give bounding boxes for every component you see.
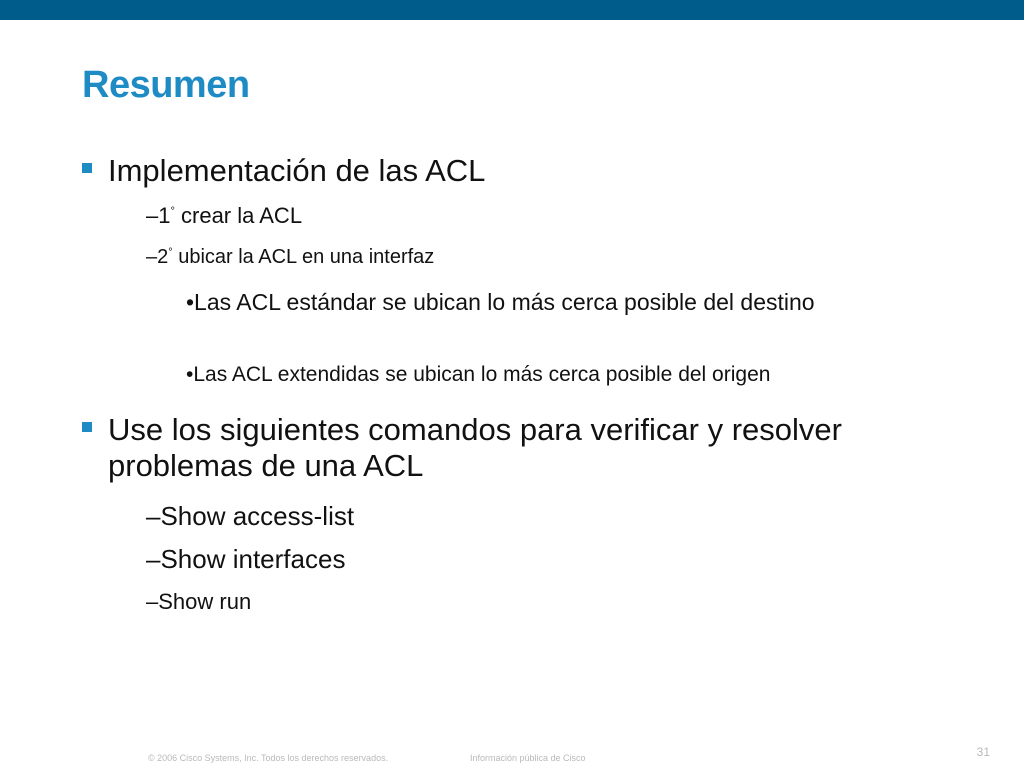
point-extended-acl: •Las ACL extendidas se ubican lo más cerca posible del origen	[186, 363, 771, 386]
bullet-text: Implementación de las ACL	[108, 153, 486, 188]
subitem-text: crear la ACL	[174, 203, 303, 228]
bullet-commands	[108, 412, 948, 484]
bullet-text: Use los siguientes comandos para verificar y resolver problemas de una ACL	[108, 412, 842, 483]
subitem-number: –2	[146, 246, 169, 268]
point-standard-acl: •Las ACL estándar se ubican lo más cerca posible del destino	[186, 289, 815, 315]
subitem-place-acl	[146, 243, 434, 271]
degree-mark: °	[170, 205, 175, 218]
footer-classification: Información pública de Cisco	[470, 753, 586, 763]
subitem-number: –1	[146, 203, 171, 228]
degree-mark: °	[168, 246, 173, 259]
command-show-interfaces: –Show interfaces	[146, 544, 346, 574]
slide-title: Resumen	[82, 64, 250, 106]
subitem-create-acl	[146, 202, 302, 230]
command-show-access-list: –Show access-list	[146, 501, 355, 531]
subitem-text: ubicar la ACL en una interfaz	[172, 246, 435, 268]
footer-copyright: © 2006 Cisco Systems, Inc. Todos los derechos reservados.	[148, 753, 389, 763]
square-bullet-icon	[82, 422, 92, 432]
bullet-implementation	[108, 153, 948, 189]
command-show-run: –Show run	[146, 589, 252, 614]
page-number: 31	[976, 745, 990, 759]
square-bullet-icon	[82, 163, 92, 173]
